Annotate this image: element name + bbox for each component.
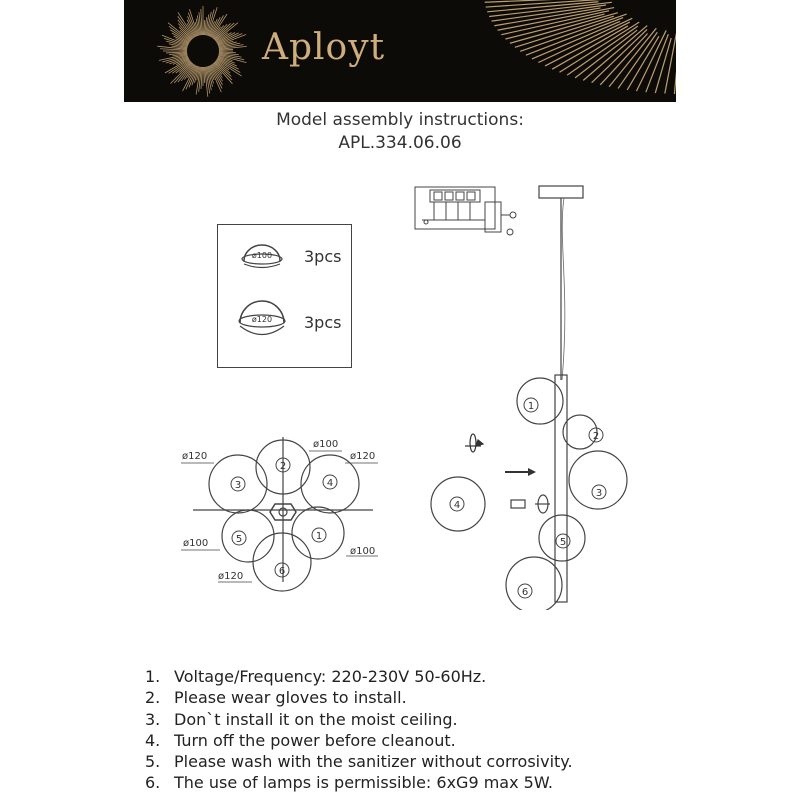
part-qty: 3pcs (304, 247, 342, 266)
rotate-arrow-icon (465, 434, 483, 452)
diameter-label: ø120 (350, 451, 376, 462)
shade-number: 1 (315, 531, 323, 542)
shade-number: 2 (592, 431, 600, 442)
diameter-label: ø100 (313, 439, 339, 450)
pendant-assembly-diagram (410, 180, 650, 610)
part-diameter-label: ø120 (251, 315, 273, 324)
list-item: 4. Turn off the power before cleanout. (145, 730, 456, 750)
shade-number: 3 (595, 488, 603, 499)
brand-banner (124, 0, 676, 102)
part-qty: 3pcs (304, 313, 342, 332)
shade-number: 5 (235, 534, 243, 545)
brand-name: Aployt (262, 27, 386, 68)
shade-number: 5 (559, 537, 567, 548)
list-item: 2. Please wear gloves to install. (145, 688, 407, 708)
diameter-label: ø120 (218, 571, 244, 582)
right-arrow-icon (505, 468, 536, 476)
part-diameter-label: ø100 (251, 251, 273, 260)
shade-number: 4 (453, 500, 461, 511)
safety-notes-list (145, 666, 573, 794)
list-item: 1. Voltage/Frequency: 220-230V 50-60Hz. (145, 667, 487, 686)
shade-parts-icon (218, 225, 288, 365)
list-item: 3. Don`t install it on the moist ceiling. (145, 709, 458, 729)
list-item: 6. The use of lamps is permissible: 6xG9 max 5W. (145, 773, 553, 793)
shade-number: 1 (527, 401, 535, 412)
shade-number: 6 (278, 566, 286, 577)
diameter-label: ø100 (350, 546, 376, 557)
shade-number: 2 (279, 461, 287, 472)
shade-number: 3 (234, 480, 242, 491)
diameter-label: ø100 (183, 538, 209, 549)
shade-number: 6 (521, 587, 529, 598)
diameter-label: ø120 (182, 451, 208, 462)
shade-number: 4 (326, 478, 334, 489)
sunburst-logo-icon (124, 0, 676, 102)
list-item: 5. Please wash with the sanitizer without corrosivity. (145, 752, 573, 772)
page-title: Model assembly instructions: (276, 110, 524, 130)
model-number: APL.334.06.06 (338, 133, 462, 153)
parts-list-box (217, 224, 352, 368)
wiring-block-icon (415, 187, 516, 235)
shade-layout-diagram (178, 432, 378, 592)
